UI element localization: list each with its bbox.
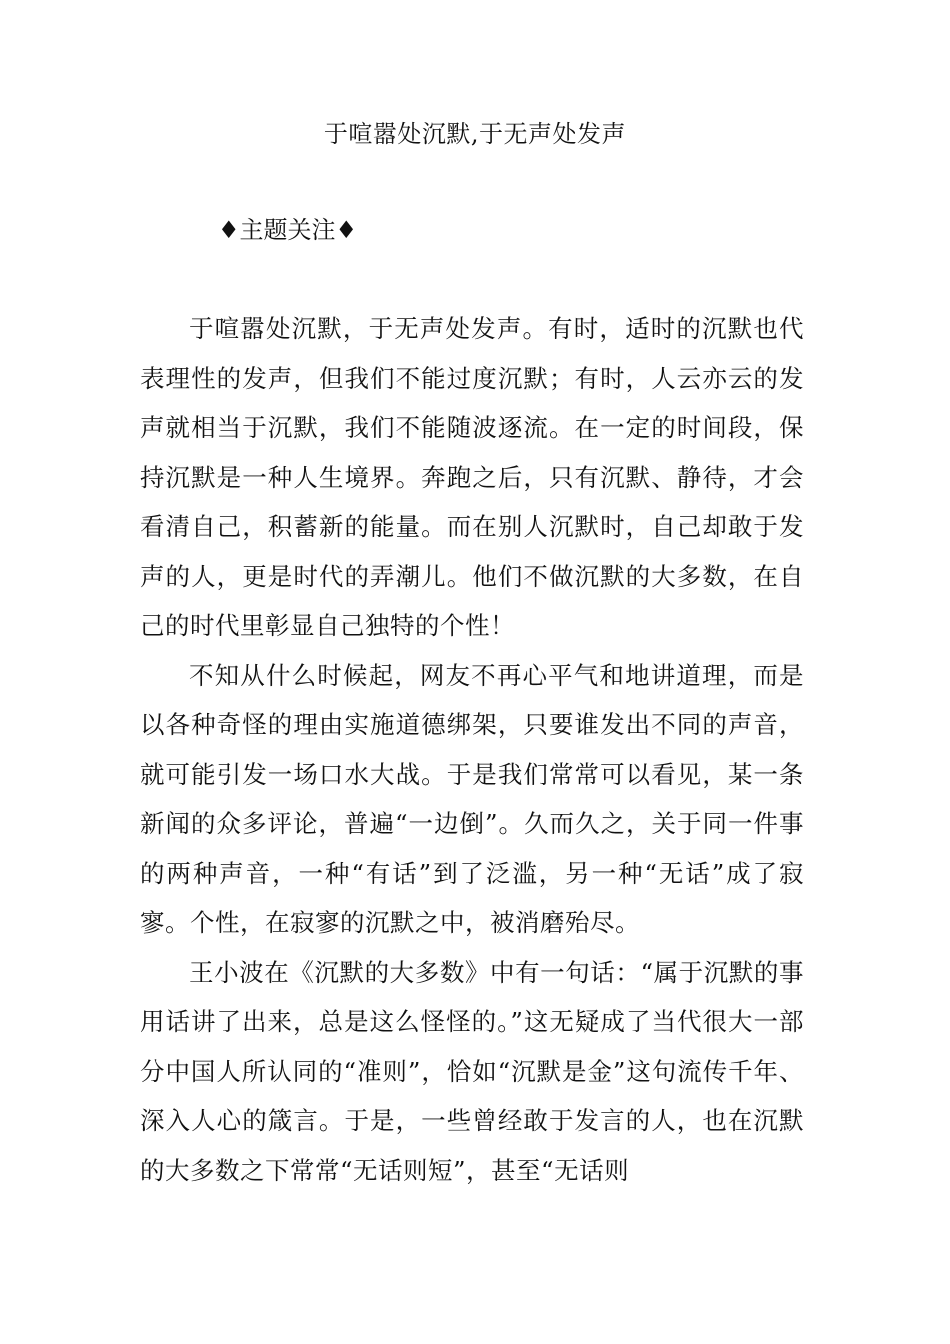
paragraph-1: 于喧嚣处沉默，于无声处发声。有时，适时的沉默也代表理性的发声，但我们不能过度沉默；有时，人云亦云的发声就相当于沉默，我们不能随波逐流。在一定的时间段，保持沉默是一种人生境界。奔跑之后，只有沉默、静待，才会看清自己，积蓄新的能量。而在别人沉默时，自己却敢于发声的人，更是时代的弄潮儿。他们不做沉默的大多数，在自己的时代里彰显自己独特的个性！ — [140, 314, 804, 640]
paragraph-3: 王小波在《沉默的大多数》中有一句话：“属于沉默的事用话讲了出来，总是这么怪怪的。”这无疑成了当代很大一部分中国人所认同的“准则”，恰如“沉默是金”这句流传千年、深入人心的箴言。于是，一些曾经敢于发言的人，也在沉默的大多数之下常常“无话则短”，甚至“无话则 — [140, 957, 804, 1185]
paragraph-2: 不知从什么时候起，网友不再心平气和地讲道理，而是以各种奇怪的理由实施道德绑架，只要谁发出不同的声音，就可能引发一场口水大战。于是我们常常可以看见，某一条新闻的众多评论，普遍“一边倒”。久而久之，关于同一件事的两种声音，一种“有话”到了泛滥，另一种“无话”成了寂寥。个性，在寂寥的沉默之中，被消磨殆尽。 — [140, 660, 804, 937]
document-title: 于喧嚣处沉默,于无声处发声 — [323, 120, 627, 148]
section-heading: ♦主题关注♦ — [218, 216, 358, 244]
document-body — [140, 304, 804, 1195]
